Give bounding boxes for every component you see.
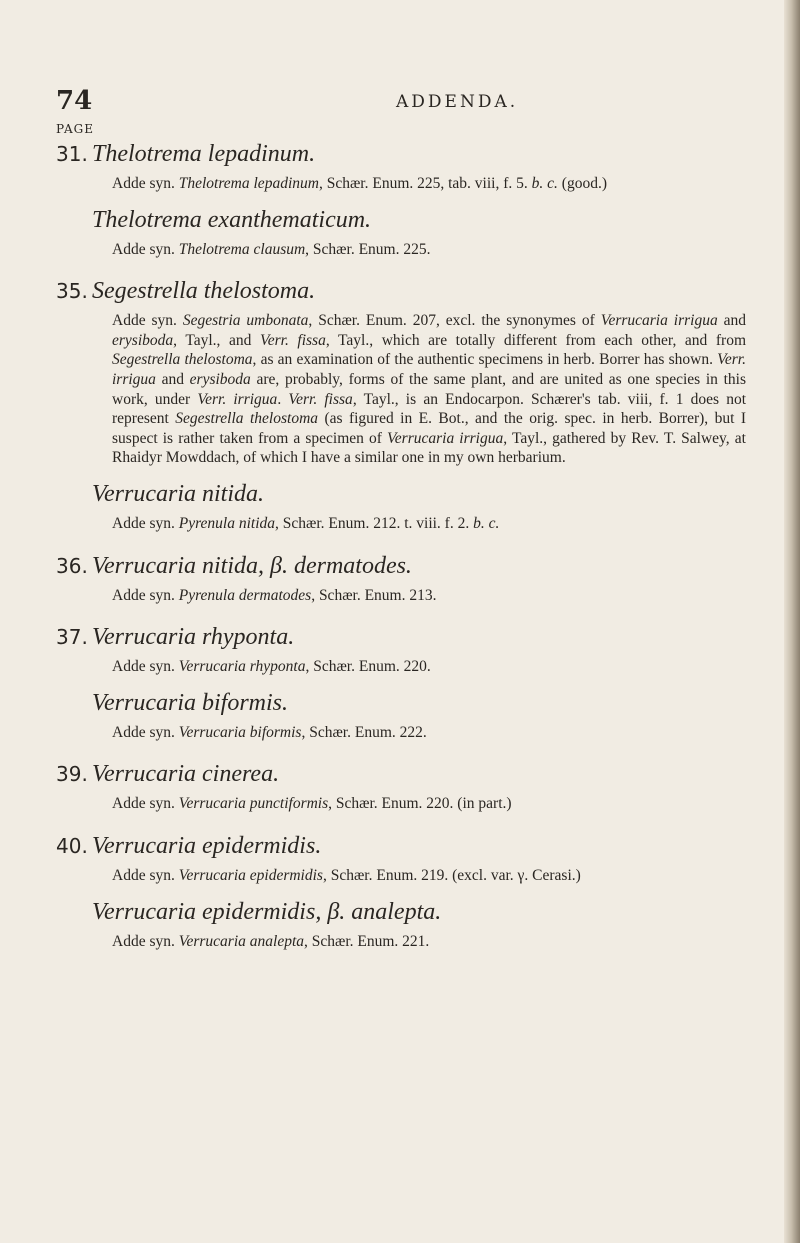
entry-title: Verrucaria biformis. [92, 689, 289, 716]
entry-37 [56, 619, 746, 677]
entry-body: Adde syn. Verrucaria epidermidis, Schær. Enum. 219. (excl. var. γ. Cerasi.) [112, 866, 581, 884]
entry-body: Adde syn. Verrucaria biformis, Schær. Enum. 222. [112, 723, 427, 741]
entry-title: Verrucaria rhyponta. [92, 624, 295, 651]
entry-body: Adde syn. Pyrenula nitida, Schær. Enum. 212. t. viii. f. 2. b. c. [112, 514, 500, 532]
entry-body: Adde syn. Thelotrema lepadinum, Schær. Enum. 225, tab. viii, f. 5. b. c. (good.) [112, 175, 607, 192]
entry-number: 39. [56, 762, 88, 787]
entry-36 [56, 548, 746, 606]
page-edge-shadow [784, 0, 800, 1243]
entry-body: Adde syn. Pyrenula dermatodes, Schær. Enum. 213. [112, 586, 437, 604]
entry-verrucaria-nitida [56, 476, 746, 534]
addenda-list [56, 136, 746, 951]
entry-thelotrema-exanthematicum [56, 202, 746, 260]
entry-body: Adde syn. Verrucaria punctiformis, Schær. Enum. 220. (in part.) [112, 795, 512, 813]
entry-title: Thelotrema lepadinum. [92, 141, 316, 167]
entry-title: Verrucaria epidermidis, β. analepta. [92, 898, 442, 925]
entry-31 [56, 136, 746, 194]
entry-body: Adde syn. Verrucaria rhyponta, Schær. Enum. 220. [112, 658, 431, 676]
entry-title: Segestrella thelostoma. [92, 278, 316, 305]
entry-number: 31. [56, 142, 88, 166]
running-head: ADDENDA. [396, 92, 519, 112]
entry-verrucaria-biformis [56, 685, 746, 743]
entry-title: Verrucaria nitida, β. dermatodes. [92, 552, 412, 579]
entry-number: 36. [56, 553, 88, 578]
entry-body: Adde syn. Segestria umbonata, Schær. Enum. 207, excl. the synonymes of Verrucaria irrigua and erysiboda, Tayl., and Verr. fissa, Tayl., which are totally different from each other, and from Segestrella thelostoma, as an examination of the authentic specimens in herb. Borrer has shown. Verr. irrigua and erysiboda are, probably, forms of the same plant, and are united as one species in this work, under Verr. irrigua. Verr. fissa, Tayl., is an Endocarpon. Schærer's tab. viii, f. 1 does not represent Segestrella thelostoma (as figured in E. Bot., and the orig. spec. in herb. Borrer), but I suspect is rather taken from a specimen of Verrucaria irrigua, Tayl., gathered by Rev. T. Salwey, at Rhaidyr Mowddach, of which I have a similar one in my own herbarium. [112, 312, 747, 467]
entry-title: Verrucaria cinerea. [92, 761, 280, 788]
entry-number: 40. [56, 833, 88, 858]
entry-body: Adde syn. Verrucaria analepta, Schær. Enum. 221. [112, 932, 430, 950]
page-number: 74 [56, 86, 93, 116]
entry-40 [56, 828, 746, 886]
page-column-label: PAGE [56, 122, 94, 136]
entry-body: Adde syn. Thelotrema clausum, Schær. Enum. 225. [112, 240, 431, 258]
entry-title: Thelotrema exanthematicum. [92, 206, 372, 233]
entry-39 [56, 756, 746, 814]
entry-number: 35. [56, 279, 88, 304]
entry-verrucaria-epidermidis-analepta [56, 894, 746, 952]
entry-title: Verrucaria epidermidis. [92, 832, 322, 859]
entry-35 [56, 273, 746, 468]
entry-title: Verrucaria nitida. [92, 480, 264, 507]
page-header [56, 86, 696, 116]
entry-number: 37. [56, 625, 88, 650]
